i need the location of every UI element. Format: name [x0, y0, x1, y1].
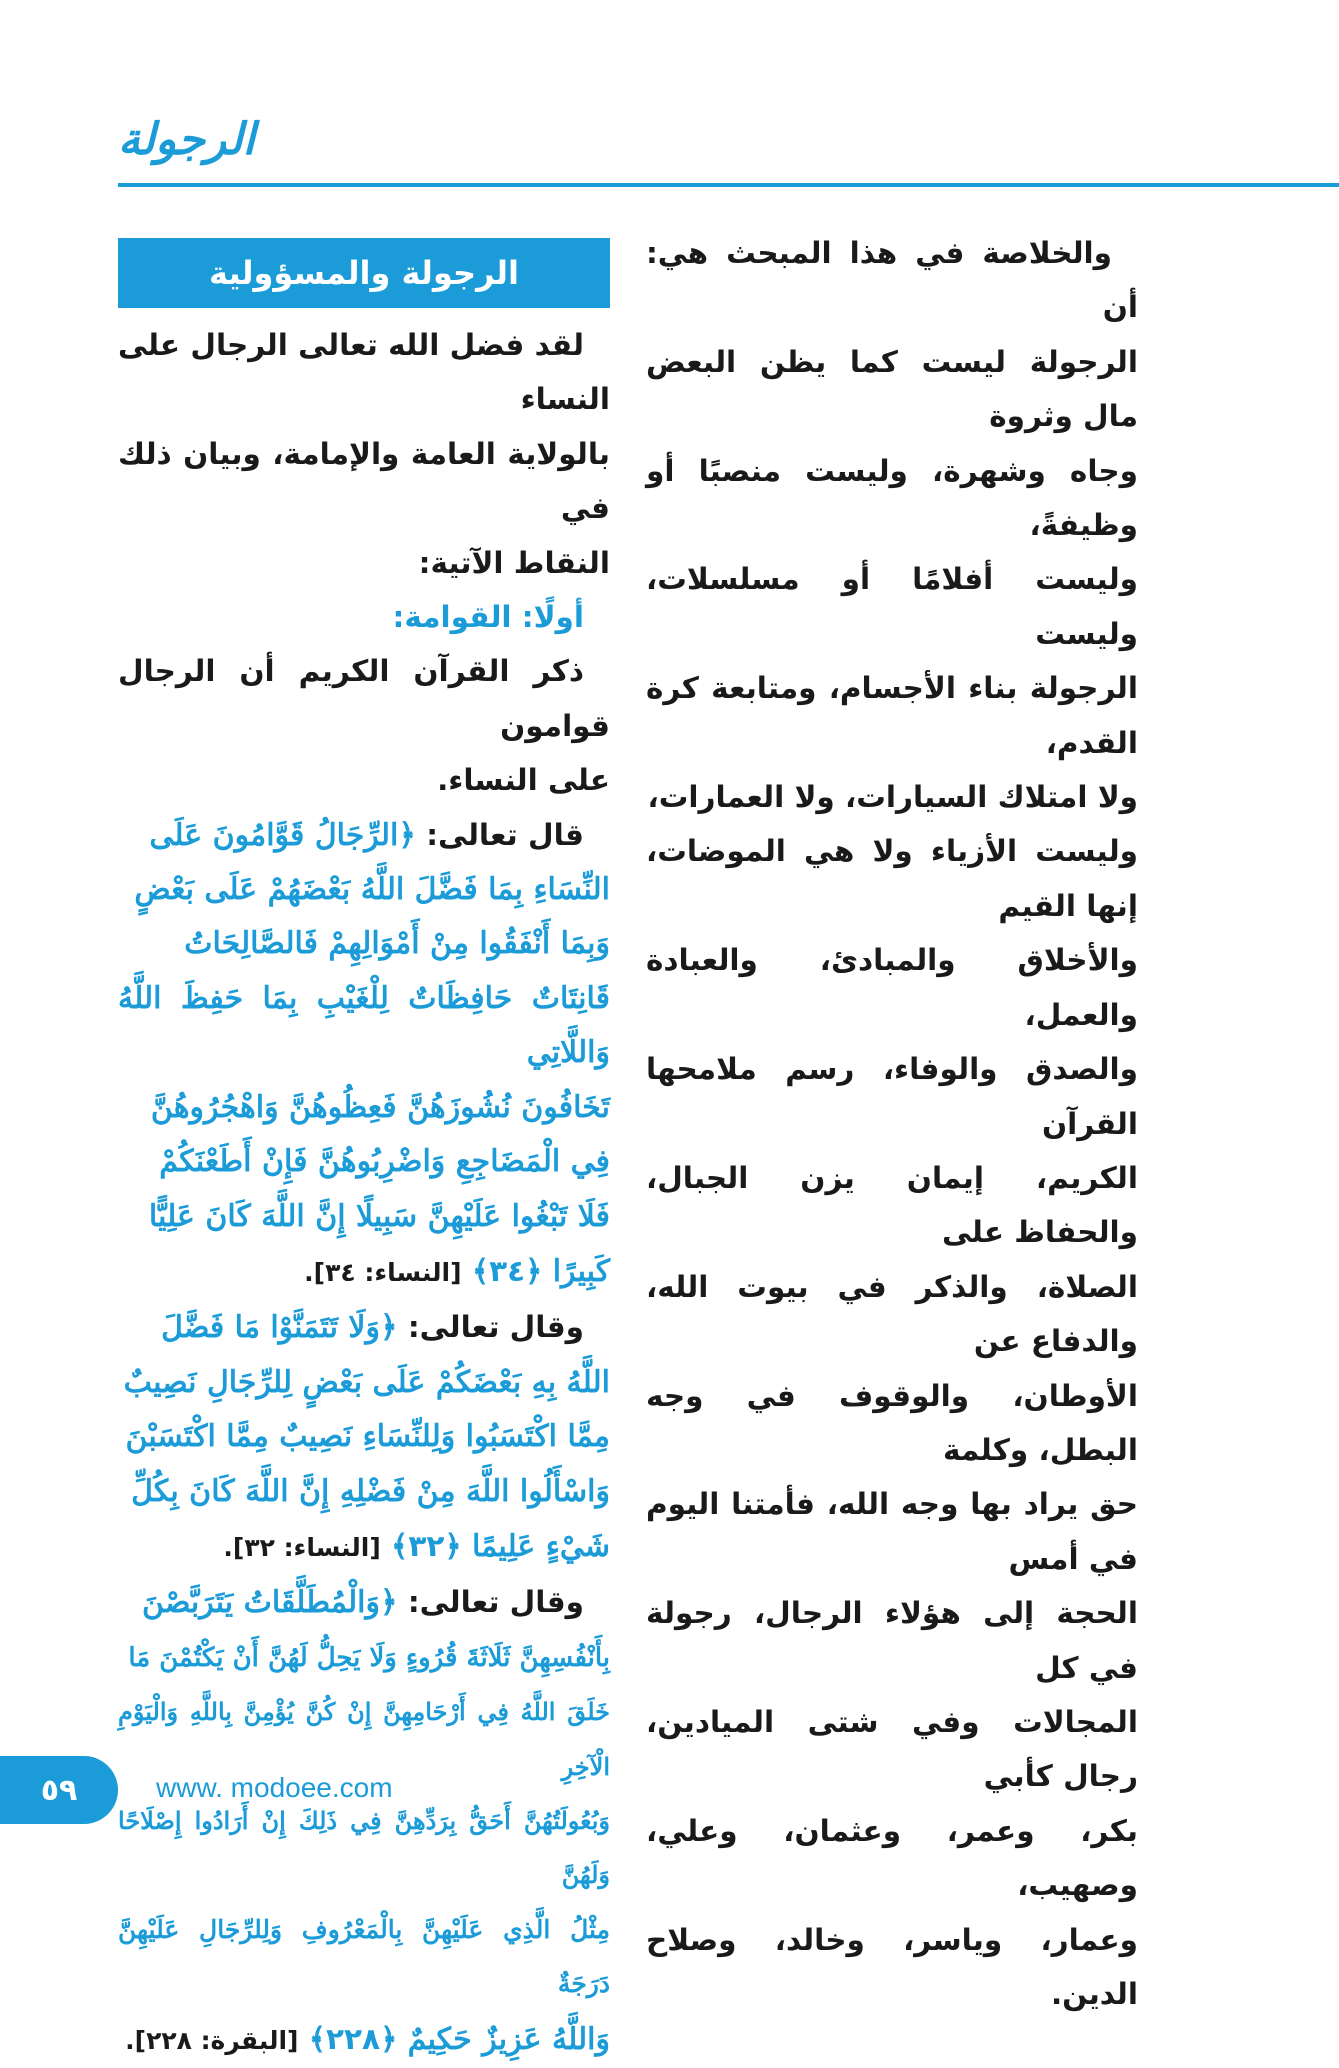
- ayah-number-badge: ﴿٣٢﴾: [391, 1528, 462, 1563]
- ayah-number: ٣٢: [408, 1528, 445, 1563]
- verse-text: ﴿وَلَا تَتَمَنَّوْا مَا فَضَّلَ: [161, 1310, 398, 1346]
- intro-line: لقد فضل الله تعالى الرجال على النساء: [118, 328, 610, 417]
- verse-text: ﴿الرِّجَالُ قَوَّامُونَ عَلَى: [149, 817, 416, 853]
- verse-line: مِمَّا اكْتَسَبُوا وَلِلنِّسَاءِ نَصِيبٌ مِمَّا اكْتَسَبْنَ: [125, 1419, 610, 1455]
- paragraph-line: وعمار، وياسر، وخالد، وصلاح الدين.: [646, 1922, 1138, 2011]
- paragraph-line: والأخلاق والمبادئ، والعبادة والعمل،: [646, 943, 1138, 1032]
- verse-line: النِّسَاءِ بِمَا فَضَّلَ اللَّهُ بَعْضَهُمْ عَلَى بَعْضٍ: [134, 872, 610, 908]
- running-header-title: الرجولة: [118, 114, 255, 165]
- ayah-number-badge: ﴿٢٢٨﴾: [308, 2021, 398, 2056]
- intro-line: النقاط الآتية:: [418, 545, 610, 580]
- verse-text: كَبِيرًا: [552, 1253, 610, 1289]
- paragraph-line: الرجولة ليست كما يظن البعض مال وثروة: [646, 344, 1138, 434]
- point-line: ذكر القرآن الكريم أن الرجال قوامون: [118, 654, 610, 743]
- verse-reference: [النساء: ٣٤].: [304, 1257, 462, 1287]
- paragraph-line: الكريم، إيمان يزن الجبال، والحفاظ على: [646, 1160, 1138, 1250]
- verse-line: وَبُعُولَتُهُنَّ أَحَقُّ بِرَدِّهِنَّ فِي ذَلِكَ إِنْ أَرَادُوا إِصْلَاحًا وَلَهُنَّ: [118, 1805, 610, 1890]
- paragraph-line: والصدق والوفاء، رسم ملامحها القرآن: [646, 1052, 1138, 1141]
- intro-line: بالولاية العامة والإمامة، وبيان ذلك في: [118, 436, 610, 526]
- header-rule: [118, 183, 1339, 187]
- verse-end-line: [118, 1519, 610, 1575]
- paragraph-line: وليست أفلامًا أو مسلسلات، وليست: [646, 562, 1138, 651]
- right-column: [646, 226, 1138, 2021]
- paragraph-line: بكر، وعمر، وعثمان، وعلي، وصهيب،: [646, 1813, 1138, 1903]
- verse-reference: [البقرة: ٢٢٨].: [125, 2025, 299, 2055]
- verse-line: وَبِمَا أَنْفَقُوا مِنْ أَمْوَالِهِمْ فَالصَّالِحَاتُ: [184, 926, 610, 962]
- section-title: الرجولة والمسؤولية: [209, 254, 519, 292]
- verse-line: خَلَقَ اللَّهُ فِي أَرْحَامِهِنَّ إِنْ كُنَّ يُؤْمِنَّ بِاللَّهِ وَالْيَوْمِ الْآخِرِ: [118, 1697, 610, 1781]
- verse-line: قَانِتَاتٌ حَافِظَاتٌ لِلْغَيْبِ بِمَا حَفِظَ اللَّهُ وَاللَّاتِي: [118, 980, 610, 1071]
- verse-line: بِأَنْفُسِهِنَّ ثَلَاثَةَ قُرُوءٍ وَلَا يَحِلُّ لَهُنَّ أَنْ يَكْتُمْنَ مَا: [128, 1642, 610, 1673]
- quote-3-line: [118, 1575, 610, 1630]
- paragraph-line: الحجة إلى هؤلاء الرجال، رجولة في كل: [646, 1596, 1138, 1685]
- quote-lead: قال تعالى:: [426, 817, 584, 852]
- ayah-number: ٢٢٨: [326, 2021, 381, 2056]
- verse-reference: [النساء: ٣٢].: [223, 1532, 381, 1562]
- paragraph-line: ولا امتلاك السيارات، ولا العمارات،: [647, 780, 1138, 815]
- page-number: ٥٩: [40, 1772, 78, 1808]
- verse-text: شَيْءٍ عَلِيمًا: [471, 1528, 610, 1564]
- verse-end-line: [118, 2012, 610, 2068]
- verse-end-line: [118, 1244, 610, 1300]
- quote-2-line: [118, 1300, 610, 1355]
- paragraph-line: الرجولة بناء الأجسام، ومتابعة كرة القدم،: [646, 671, 1138, 760]
- verse-line: مِثْلُ الَّذِي عَلَيْهِنَّ بِالْمَعْرُوفِ وَلِلرِّجَالِ عَلَيْهِنَّ دَرَجَةٌ: [118, 1914, 610, 1999]
- paragraph-line: الصلاة، والذكر في بيوت الله، والدفاع عن: [646, 1269, 1138, 1359]
- subheading: أولًا: القوامة:: [392, 600, 584, 635]
- section-title-box: [118, 238, 610, 308]
- verse-line: وَاسْأَلُوا اللَّهَ مِنْ فَضْلِهِ إِنَّ اللَّهَ كَانَ بِكُلِّ: [131, 1473, 610, 1509]
- verse-line: تَخَافُونَ نُشُوزَهُنَّ فَعِظُوهُنَّ وَاهْجُرُوهُنَّ: [150, 1089, 610, 1125]
- paragraph-line: حق يراد بها وجه الله، فأمتنا اليوم في أمس: [646, 1487, 1138, 1576]
- quote-lead: وقال تعالى:: [407, 1310, 584, 1345]
- ayah-number: ٣٤: [489, 1253, 526, 1288]
- verse-text: ﴿وَالْمُطَلَّقَاتُ يَتَرَبَّصْنَ: [142, 1585, 398, 1621]
- paragraph-line: والخلاصة في هذا المبحث هي: أن: [646, 236, 1138, 325]
- verse-line: اللَّهُ بِهِ بَعْضَكُمْ عَلَى بَعْضٍ لِلرِّجَالِ نَصِيبٌ: [123, 1364, 610, 1400]
- page-number-tab: [0, 1756, 118, 1824]
- paragraph-line: وجاه وشهرة، وليست منصبًا أو وظيفةً،: [646, 453, 1138, 543]
- point-line: على النساء.: [437, 763, 610, 798]
- quote-1-line: [118, 808, 610, 863]
- left-column: [118, 318, 610, 2068]
- paragraph-line: الأوطان، والوقوف في وجه البطل، وكلمة: [646, 1378, 1138, 1467]
- verse-line: فِي الْمَضَاجِعِ وَاضْرِبُوهُنَّ فَإِنْ أَطَعْنَكُمْ: [159, 1144, 610, 1180]
- verse-line: فَلَا تَبْغُوا عَلَيْهِنَّ سَبِيلًا إِنَّ اللَّهَ كَانَ عَلِيًّا: [148, 1198, 610, 1234]
- paragraph-line: وليست الأزياء ولا هي الموضات، إنها القيم: [646, 834, 1138, 923]
- quote-lead: وقال تعالى:: [407, 1585, 584, 1620]
- website-url[interactable]: www. modoee.com: [156, 1772, 393, 1803]
- verse-text: وَاللَّهُ عَزِيزٌ حَكِيمٌ: [407, 2021, 610, 2057]
- ayah-number-badge: ﴿٣٤﴾: [471, 1253, 543, 1288]
- paragraph-line: المجالات وفي شتى الميادين، رجال كأبي: [646, 1704, 1138, 1794]
